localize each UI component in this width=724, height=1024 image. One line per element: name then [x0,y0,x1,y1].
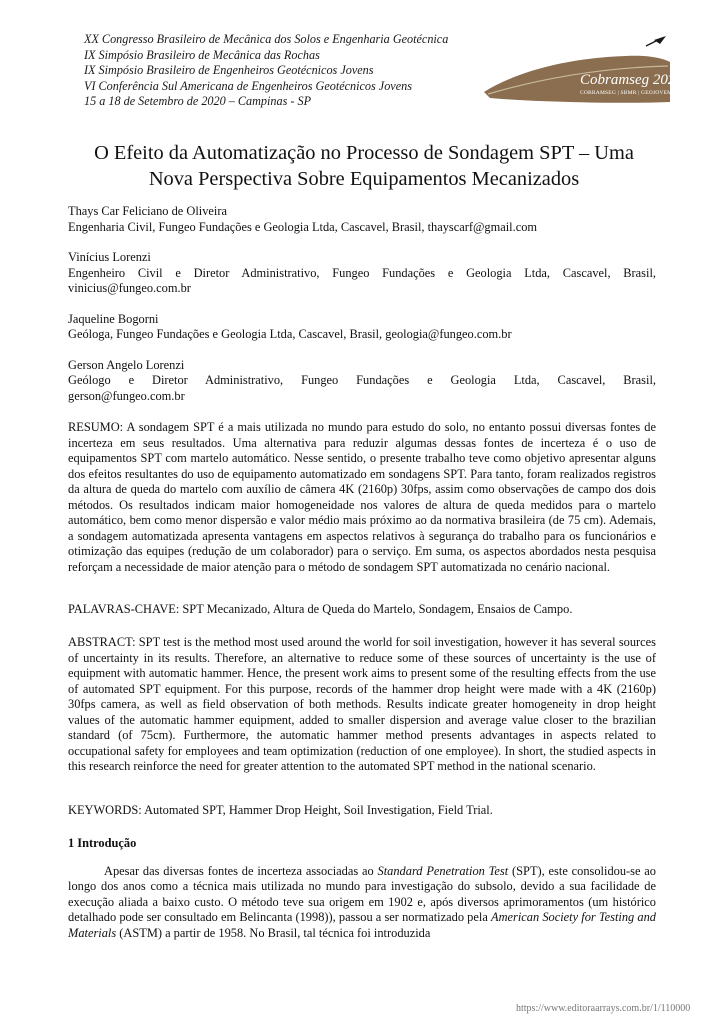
author-list [68,204,656,419]
author-email: gerson@fungeo.com.br [68,388,185,403]
author-entry [68,250,656,297]
conference-line: IX Simpósio Brasileiro de Engenheiros Geotécnicos Jovens [84,63,374,78]
resumo-text: RESUMO: A sondagem SPT é a mais utilizada no mundo para estudo do solo, no entanto possui diversas fontes de incerteza em seus resultados. Uma alternativa para reduzir algumas dessas fontes de incerteza é o uso de equipamentos SPT com martelo automático. Nesse sentido, o presente trabalho teve como objetivo apresentar alguns dos efeitos resultantes do uso de equipamento automatizado em sondagens SPT. Para tanto, foram realizados registros da altura de queda do martelo com auxílio de câmera 4K (2160p) 30fps, assim como observações de campo dos dois métodos. Os resultados indicam maior homogeneidade nos valores de altura de queda medidos para o martelo automático, bem como menor dispersão e valor médio mais próximo ao da normativa brasileira (de 75 cm). Ademais, a sondagem automatizada apresenta vantagens em aspectos relativos à segurança do trabalho para os funcionários e otimização das equipes (redução de um colaborador) para o serviço. Em suma, os aspectos abordados nesta pesquisa reforçam a necessidade de maior atenção para o método de sondagem SPT automatizada no cenário nacional. [68,420,656,574]
author-name: Gerson Angelo Lorenzi [68,357,185,372]
author-entry [68,204,656,235]
author-name: Vinícius Lorenzi [68,249,151,264]
abstract-text: ABSTRACT: SPT test is the method most used around the world for soil investigation, however it has several sources of uncertainty in its results. Therefore, an alternative to reduce some of these sources of uncertainty is the use of equipment with automatic hammer. Hence, the present work aims to present some of the resulting effects from the use of automated SPT equipment. For this purpose, records of the hammer drop height were made with a 4K (2160p) 30fps camera, as well as field observation of both methods. Results indicate greater homogeneity in drop height values of the automatic hammer equipment, added to smaller dispersion and average value closer to the brazilian standard (of 75cm). Furthermore, the automatic hammer method presents advantages in aspects related to occupational safety for employees and team optimization (reduction of one employee). In short, the studied aspects in this research reinforce the need for greater attention to the automated SPT method in the national scenario. [68,635,656,773]
author-email: vinicius@fungeo.com.br [68,281,191,296]
palavras-chave-section [68,602,656,618]
title-line: O Efeito da Automatização no Processo de Sondagem SPT – Uma [94,142,634,164]
keywords-text: KEYWORDS: Automated SPT, Hammer Drop Height, Soil Investigation, Field Trial. [68,803,493,817]
conference-line: IX Simpósio Brasileiro de Mecânica das Rochas [84,47,320,62]
intro-text: (SPT), este consolidou-se ao longo dos anos como a técnica mais utilizada no mundo para investigação do subsolo, devido a sua facilidade de execução aliada a baixo custo. O método teve sua origem em 1902 e, após diversos aprimoramentos (um histórico detalhado pode ser consultado em Belincanta (1998)), passou a ser normatizado pela [68,863,657,924]
intro-paragraph [68,864,656,942]
author-entry [68,358,656,405]
author-affiliation: Engenharia Civil, Fungeo Fundações e Geologia Ltda, Cascavel, Brasil, thayscarf@gmail.com [68,219,538,234]
author-affiliation: Geóloga, Fungeo Fundações e Geologia Ltda, Cascavel, Brasil, geologia@fungeo.com.br [68,327,512,342]
conference-line: VI Conferência Sul Americana de Engenheiros Geotécnicos Jovens [84,78,412,93]
logo-text: Cobramseg 2020 [580,72,683,88]
intro-text: Apesar das diversas fontes de incerteza associadas ao [104,863,374,878]
author-affiliation: Geólogo e Diretor Administrativo, Fungeo Fundações e Geologia Ltda, Cascavel, Brasil, [68,373,656,388]
intro-text: (ASTM) a partir de 1958. No Brasil, tal técnica foi introduzida [119,925,431,940]
cobramseg-logo [476,28,683,108]
footer-url[interactable]: https://www.editoraarrays.com.br/1/110000 [516,1003,691,1014]
introduction-section [68,836,656,941]
title-line: Nova Perspectiva Sobre Equipamentos Mecanizados [148,168,580,190]
logo-swoosh-icon [476,28,672,108]
section-heading: 1 Introdução [68,836,137,850]
conference-header [84,32,504,110]
keywords-section [68,803,656,819]
conference-line: XX Congresso Brasileiro de Mecânica dos Solos e Engenharia Geotécnica [84,32,449,46]
logo-subtext: COBRAMSEG | SBMR | GEOJOVEM [580,90,673,96]
palavras-chave-text: PALAVRAS-CHAVE: SPT Mecanizado, Altura de Queda do Martelo, Sondagem, Ensaios de Campo. [68,602,573,616]
intro-emphasis: Standard Penetration Test [377,863,509,878]
paper-title [40,140,688,192]
author-affiliation: Engenheiro Civil e Diretor Administrativo, Fungeo Fundações e Geologia Ltda, Cascavel, Brasil, [68,265,656,280]
author-name: Thays Car Feliciano de Oliveira [68,204,227,218]
author-name: Jaqueline Bogorni [68,311,159,326]
abstract-section [68,635,656,775]
author-entry [68,312,656,343]
resumo-section [68,420,656,575]
intro-emphasis: American Society for Testing and Materials [68,910,657,940]
conference-dates: 15 a 18 de Setembro de 2020 – Campinas - SP [84,94,312,109]
